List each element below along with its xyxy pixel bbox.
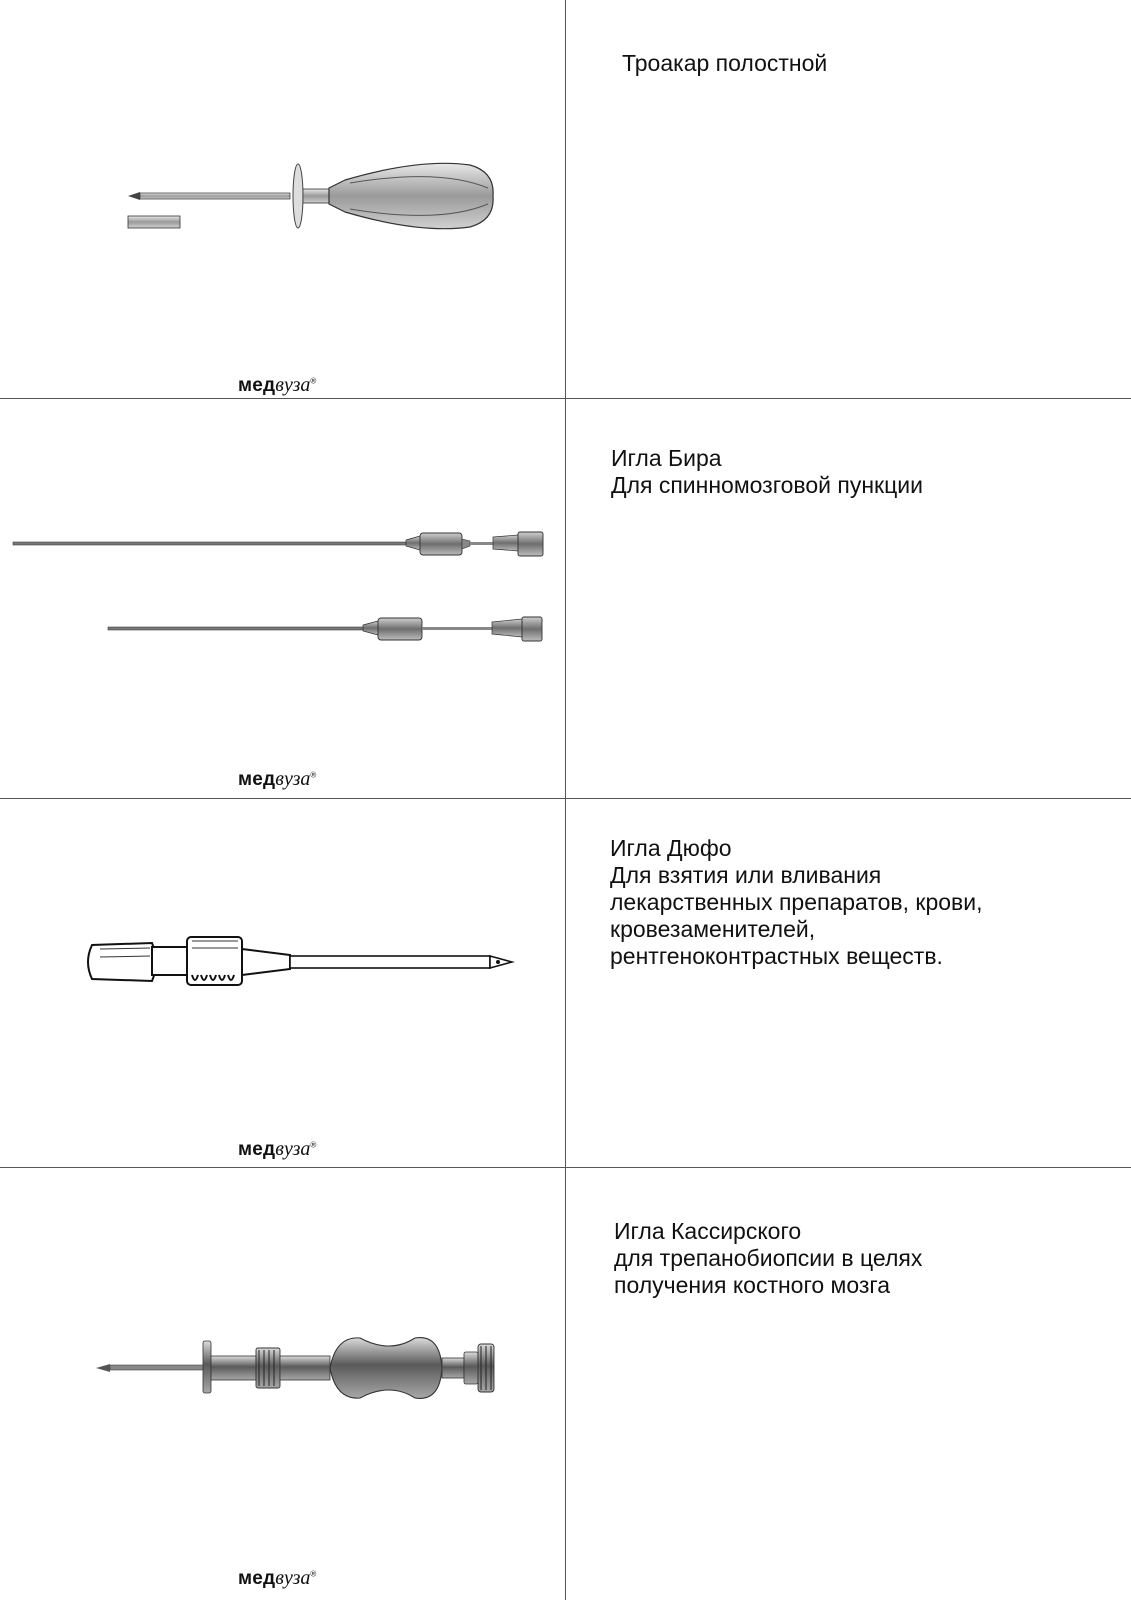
brand-logo: медвуза®: [238, 1567, 317, 1589]
instrument-row-beer-needle: [0, 399, 1131, 798]
instrument-caption: [614, 1218, 922, 1299]
instrument-title: Игла Дюфо: [610, 835, 732, 861]
instrument-row-trocar: [0, 0, 1131, 398]
instrument-title: Троакар полостной: [622, 50, 828, 76]
instrument-image-trocar: [0, 0, 565, 398]
instrument-image-dufault-needle: [0, 799, 565, 1167]
instrument-caption: [622, 50, 827, 77]
instrument-title: Игла Кассирского: [614, 1218, 802, 1244]
instrument-description: для трепанобиопсии в целях получения костного мозга: [614, 1245, 923, 1298]
brand-logo: медвуза®: [238, 374, 317, 396]
instrument-caption: [610, 835, 983, 970]
brand-logo: медвуза®: [238, 1138, 317, 1160]
instrument-caption: [611, 445, 923, 499]
instrument-image-beer-needle: [0, 399, 565, 798]
instrument-image-kassirsky-needle: [0, 1168, 565, 1600]
brand-logo: медвуза®: [238, 768, 317, 790]
instrument-row-dufault-needle: [0, 799, 1131, 1167]
instrument-row-kassirsky-needle: [0, 1168, 1131, 1600]
instrument-description: Для взятия или вливания лекарственных препаратов, крови, кровезаменителей, рентгеноконтрастных веществ.: [610, 862, 983, 969]
instrument-title: Игла Бира: [611, 445, 722, 471]
instrument-description: Для спинномозговой пункции: [611, 472, 923, 498]
